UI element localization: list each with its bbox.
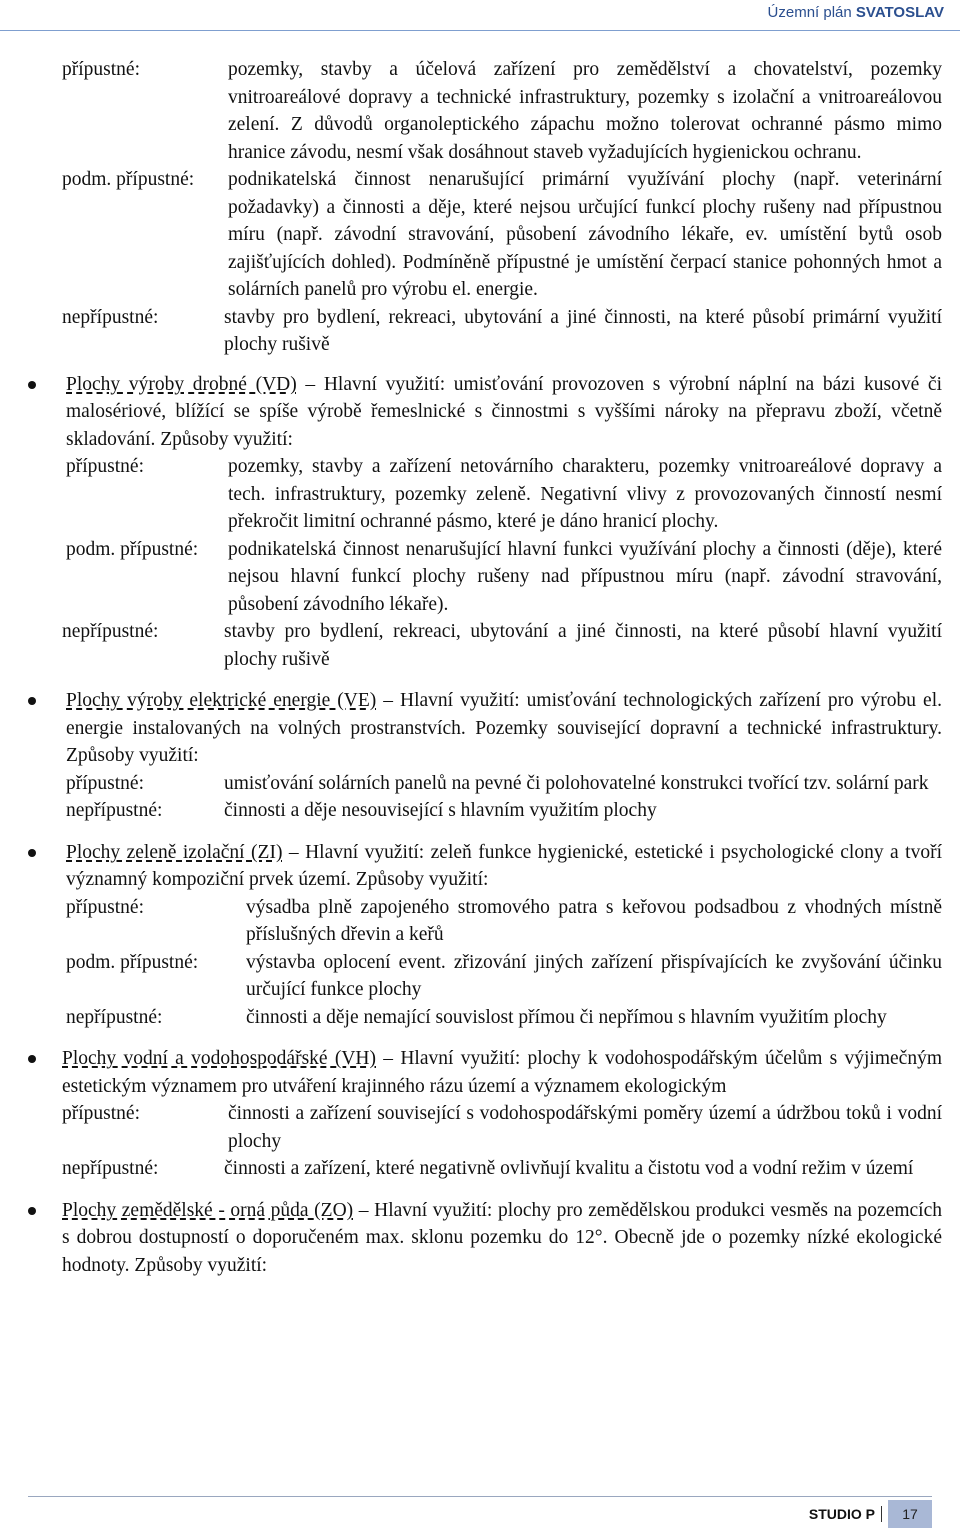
vh-text-pripustne: činnosti a zařízení související s vodohospodářskými poměry území a údržbou toků i vodní plochy bbox=[228, 1103, 942, 1152]
row-podm-pripustne bbox=[62, 166, 942, 304]
label-pripustne: přípustné: bbox=[62, 59, 140, 80]
zo-intro-text: – Hlavní využití: plochy pro zemědělskou produkci vesměs na pozemcích s dobrou dostupností o doporučeném max. sklonu pozemku do 12°. Obecně jde o pozemky nízké ekologické hodnoty. Způsoby využití: bbox=[62, 1199, 942, 1276]
zi-row-pripustne bbox=[66, 894, 942, 949]
vd-intro bbox=[66, 371, 942, 454]
ve-intro-text: – Hlavní využití: umisťování technologických zařízení pro výrobu el. energie instalovaných na volných prostranstvích. Pozemky související dopravní a technické infrastruktury. Způsoby využití: bbox=[66, 690, 942, 766]
vd-label-pripustne: přípustné: bbox=[66, 456, 144, 477]
ve-label-pripustne: přípustné: bbox=[66, 772, 144, 794]
ve-title: Plochy výroby elektrické energie (VE) bbox=[66, 690, 377, 711]
vd-label-nepripustne: nepřípustné: bbox=[62, 621, 159, 642]
vd-text-nepripustne: stavby pro bydlení, rekreaci, ubytování a jiné činnosti, na které působí hlavní využití plochy rušivě bbox=[224, 621, 942, 670]
zi-label-pripustne: přípustné: bbox=[66, 896, 144, 918]
zi-intro bbox=[66, 839, 942, 894]
bullet-icon bbox=[28, 849, 36, 857]
ve-label-nepripustne: nepřípustné: bbox=[66, 800, 163, 821]
header-name: SVATOSLAV bbox=[855, 4, 944, 21]
header-title bbox=[768, 4, 944, 21]
section-zi bbox=[0, 839, 960, 1032]
page-number: 17 bbox=[888, 1500, 932, 1528]
vh-row-pripustne bbox=[62, 1100, 942, 1155]
section-zo bbox=[0, 1197, 960, 1280]
ve-text-nepripustne: činnosti a děje nesouvisející s hlavním využitím plochy bbox=[224, 800, 657, 821]
header-prefix: Územní plán bbox=[767, 4, 852, 21]
vh-intro bbox=[62, 1045, 942, 1100]
zi-label-podm-pripustne: podm. přípustné: bbox=[66, 951, 199, 973]
vd-title: Plochy výroby drobné (VD) bbox=[66, 373, 297, 395]
bullet-icon bbox=[28, 1055, 36, 1063]
zo-title: Plochy zemědělské - orná půda (ZO) bbox=[62, 1199, 354, 1221]
vd-intro-text: – Hlavní využití: umisťování provozoven s výrobní náplní na bázi kusové či malosériové, blížící se spíše výrobě řemeslnické s činnostmi s vyššími nároky na přepravu zboží, včetně skladování. Způsoby využití: bbox=[66, 373, 942, 450]
vd-text-pripustne: pozemky, stavby a zařízení netovárního charakteru, pozemky vnitroareálové dopravy a tech. infrastruktury, pozemky zeleně. Negativní vlivy z provozovaných činností nesmí překročit limitní ochranné pásmo, které je dáno hranicí plochy. bbox=[228, 456, 942, 532]
document-body bbox=[0, 56, 960, 1279]
bullet-icon bbox=[28, 381, 36, 389]
page-footer bbox=[809, 1500, 932, 1528]
ve-row-nepripustne bbox=[66, 797, 942, 825]
zi-title: Plochy zeleně izolační (ZI) bbox=[66, 841, 283, 863]
vd-text-podm-pripustne: podnikatelská činnost nenarušující hlavní funkci využívání plochy a činnosti (děje), které nejsou hlavní funkcí plochy rušeny nad přípustnou míru (např. závodní stravování, působení závodního lékaře). bbox=[228, 538, 942, 615]
zi-row-nepripustne bbox=[66, 1004, 942, 1032]
ve-intro bbox=[66, 687, 942, 770]
label-nepripustne: nepřípustné: bbox=[62, 306, 159, 328]
text-pripustne: pozemky, stavby a účelová zařízení pro zemědělství a chovatelství, pozemky vnitroareálové dopravy a technické infrastruktury, pozemky s izolační a vnitroareálovou zelení. Z důvodů organoleptického zápachu možno tolerovat ochranné pásmo mimo hranice závodu, nesmí však dosáhnout staveb vyžadujících hygienickou ochranu. bbox=[228, 59, 942, 163]
row-nepripustne bbox=[62, 304, 942, 359]
vh-label-nepripustne: nepřípustné: bbox=[62, 1158, 159, 1179]
zi-row-podm-pripustne bbox=[66, 949, 942, 1004]
ve-text-pripustne: umisťování solárních panelů na pevné či polohovatelné konstrukci tvořící tzv. solární park bbox=[224, 772, 929, 794]
section-continuation bbox=[0, 56, 960, 359]
section-ve bbox=[0, 687, 960, 825]
vh-text-nepripustne: činnosti a zařízení, které negativně ovlivňují kvalitu a čistotu vod a vodní režim v území bbox=[224, 1158, 914, 1179]
zi-text-pripustne: výsadba plně zapojeného stromového patra s keřovou podsadbou z vhodných místně příslušných dřevin a keřů bbox=[246, 896, 942, 945]
zi-label-nepripustne: nepřípustné: bbox=[66, 1006, 163, 1028]
ve-row-pripustne bbox=[66, 770, 942, 798]
vd-row-podm-pripustne bbox=[66, 536, 942, 619]
label-podm-pripustne: podm. přípustné: bbox=[62, 169, 195, 190]
bullet-icon bbox=[28, 1207, 36, 1215]
vd-row-pripustne bbox=[66, 453, 942, 536]
vh-title: Plochy vodní a vodohospodářské (VH) bbox=[62, 1048, 377, 1069]
page-header bbox=[0, 0, 960, 31]
zi-text-podm-pripustne: výstavba oplocení event. zřizování jiných zařízení přispívajících ke zvyšování účinku určující funkce plochy bbox=[246, 951, 942, 1000]
vd-label-podm-pripustne: podm. přípustné: bbox=[66, 538, 199, 560]
zi-text-nepripustne: činnosti a děje nemající souvislost přímou či nepřímou s hlavním využitím plochy bbox=[246, 1006, 887, 1028]
footer-divider bbox=[28, 1496, 932, 1497]
section-vd bbox=[0, 371, 960, 674]
bullet-icon bbox=[28, 697, 36, 705]
zi-intro-text: – Hlavní využití: zeleň funkce hygienické, estetické i psychologické clony a tvoří významný kompoziční prvek území. Způsoby využití: bbox=[66, 841, 942, 890]
vh-label-pripustne: přípustné: bbox=[62, 1103, 140, 1124]
row-pripustne bbox=[62, 56, 942, 166]
section-vh bbox=[0, 1045, 960, 1183]
vh-row-nepripustne bbox=[62, 1155, 942, 1183]
vd-row-nepripustne bbox=[62, 618, 942, 673]
vh-intro-text: – Hlavní využití: plochy k vodohospodářským účelům s výjimečným estetickým významem pro utváření krajinného rázu území a významem ekologickým bbox=[62, 1048, 942, 1097]
zo-intro bbox=[62, 1197, 942, 1280]
footer-studio: STUDIO P bbox=[809, 1506, 882, 1522]
text-nepripustne: stavby pro bydlení, rekreaci, ubytování a jiné činnosti, na které působí primární využití plochy rušivě bbox=[224, 306, 942, 355]
text-podm-pripustne: podnikatelská činnost nenarušující primární využívání plochy (např. veterinární požadavky) a činnosti a děje, které nejsou určující funkcí plochy rušeny nad přípustnou míru (např. závodní stravování, působení závodního lékaře, ev. umístění bytů osob zajišťujících dohled). Podmíněně přípustné je umístění čerpací stanice pohonných hmot a solárních panelů pro výrobu el. energie. bbox=[228, 169, 942, 300]
